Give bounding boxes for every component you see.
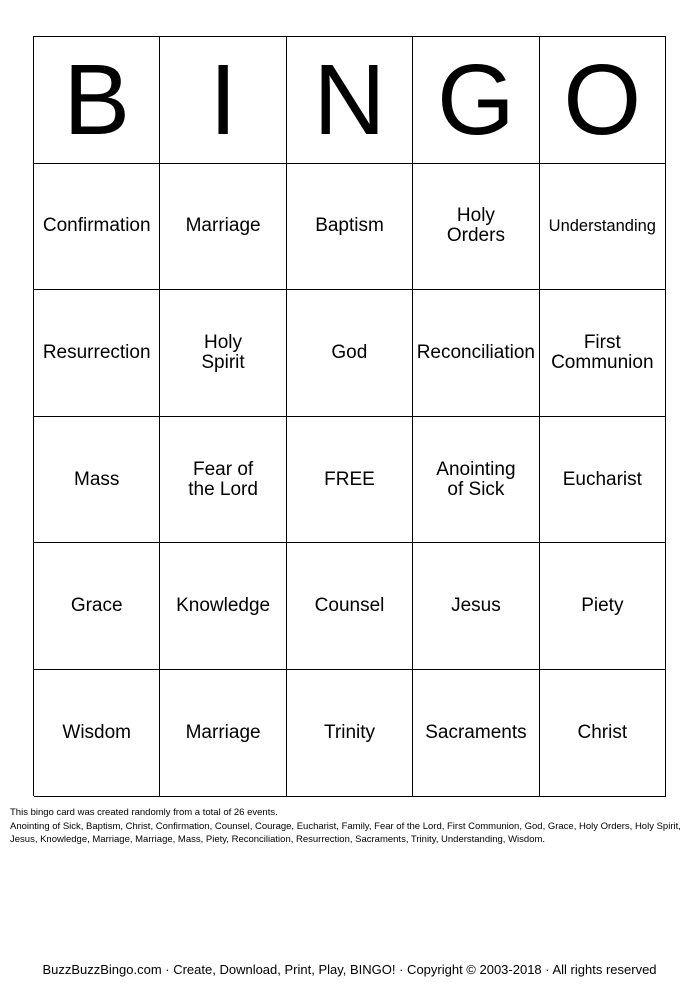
header-letter-g: G [413, 37, 539, 164]
header-letter-i: I [160, 37, 286, 164]
bingo-cell: Piety [540, 543, 666, 670]
bingo-cell: Grace [34, 543, 160, 670]
bingo-row-5 [34, 670, 666, 797]
bingo-cell: Christ [540, 670, 666, 797]
bingo-cell: Sacraments [413, 670, 539, 797]
bingo-free-cell: FREE [287, 417, 413, 544]
bingo-cell: Mass [34, 417, 160, 544]
bingo-cell: Holy Spirit [160, 290, 286, 417]
bingo-card [33, 36, 666, 796]
bingo-row-3 [34, 417, 666, 544]
bingo-cell: Knowledge [160, 543, 286, 670]
bingo-cell: Wisdom [34, 670, 160, 797]
bingo-row-1 [34, 164, 666, 291]
bingo-cell: First Communion [540, 290, 666, 417]
bingo-cell: Fear of the Lord [160, 417, 286, 544]
bingo-cell: Reconciliation [413, 290, 540, 417]
bingo-cell: Baptism [287, 164, 413, 291]
card-info-summary: This bingo card was created randomly from a total of 26 events. [10, 807, 278, 818]
bingo-row-4 [34, 543, 666, 670]
bingo-cell: Anointing of Sick [413, 417, 539, 544]
bingo-cell: Understanding [540, 164, 666, 291]
bingo-cell: Eucharist [540, 417, 666, 544]
header-letter-n: N [287, 37, 413, 164]
bingo-cell: Marriage [160, 164, 286, 291]
bingo-row-2 [34, 290, 666, 417]
bingo-cell: Marriage [160, 670, 286, 797]
card-info [10, 806, 690, 847]
bingo-cell: God [287, 290, 413, 417]
bingo-cell: Jesus [413, 543, 539, 670]
bingo-cell: Confirmation [34, 164, 160, 291]
bingo-cell: Holy Orders [413, 164, 539, 291]
bingo-header-row [34, 37, 666, 164]
page-footer: BuzzBuzzBingo.com · Create, Download, Print, Play, BINGO! · Copyright © 2003-2018 · All rights reserved [42, 962, 657, 977]
bingo-cell: Counsel [287, 543, 413, 670]
header-letter-b: B [34, 37, 160, 164]
bingo-cell: Resurrection [34, 290, 160, 417]
header-letter-o: O [540, 37, 666, 164]
card-info-event-list: Anointing of Sick, Baptism, Christ, Confirmation, Counsel, Courage, Eucharist, Family, Fear of the Lord, First Communion, God, Grace, Holy Orders, Holy Spirit, Jesus, Knowledge, Marriage, Marriage, Mass, Piety, Reconciliation, Resurrection, Sacraments, Trinity, Understanding, Wisdom. [10, 820, 681, 845]
bingo-cell: Trinity [287, 670, 413, 797]
